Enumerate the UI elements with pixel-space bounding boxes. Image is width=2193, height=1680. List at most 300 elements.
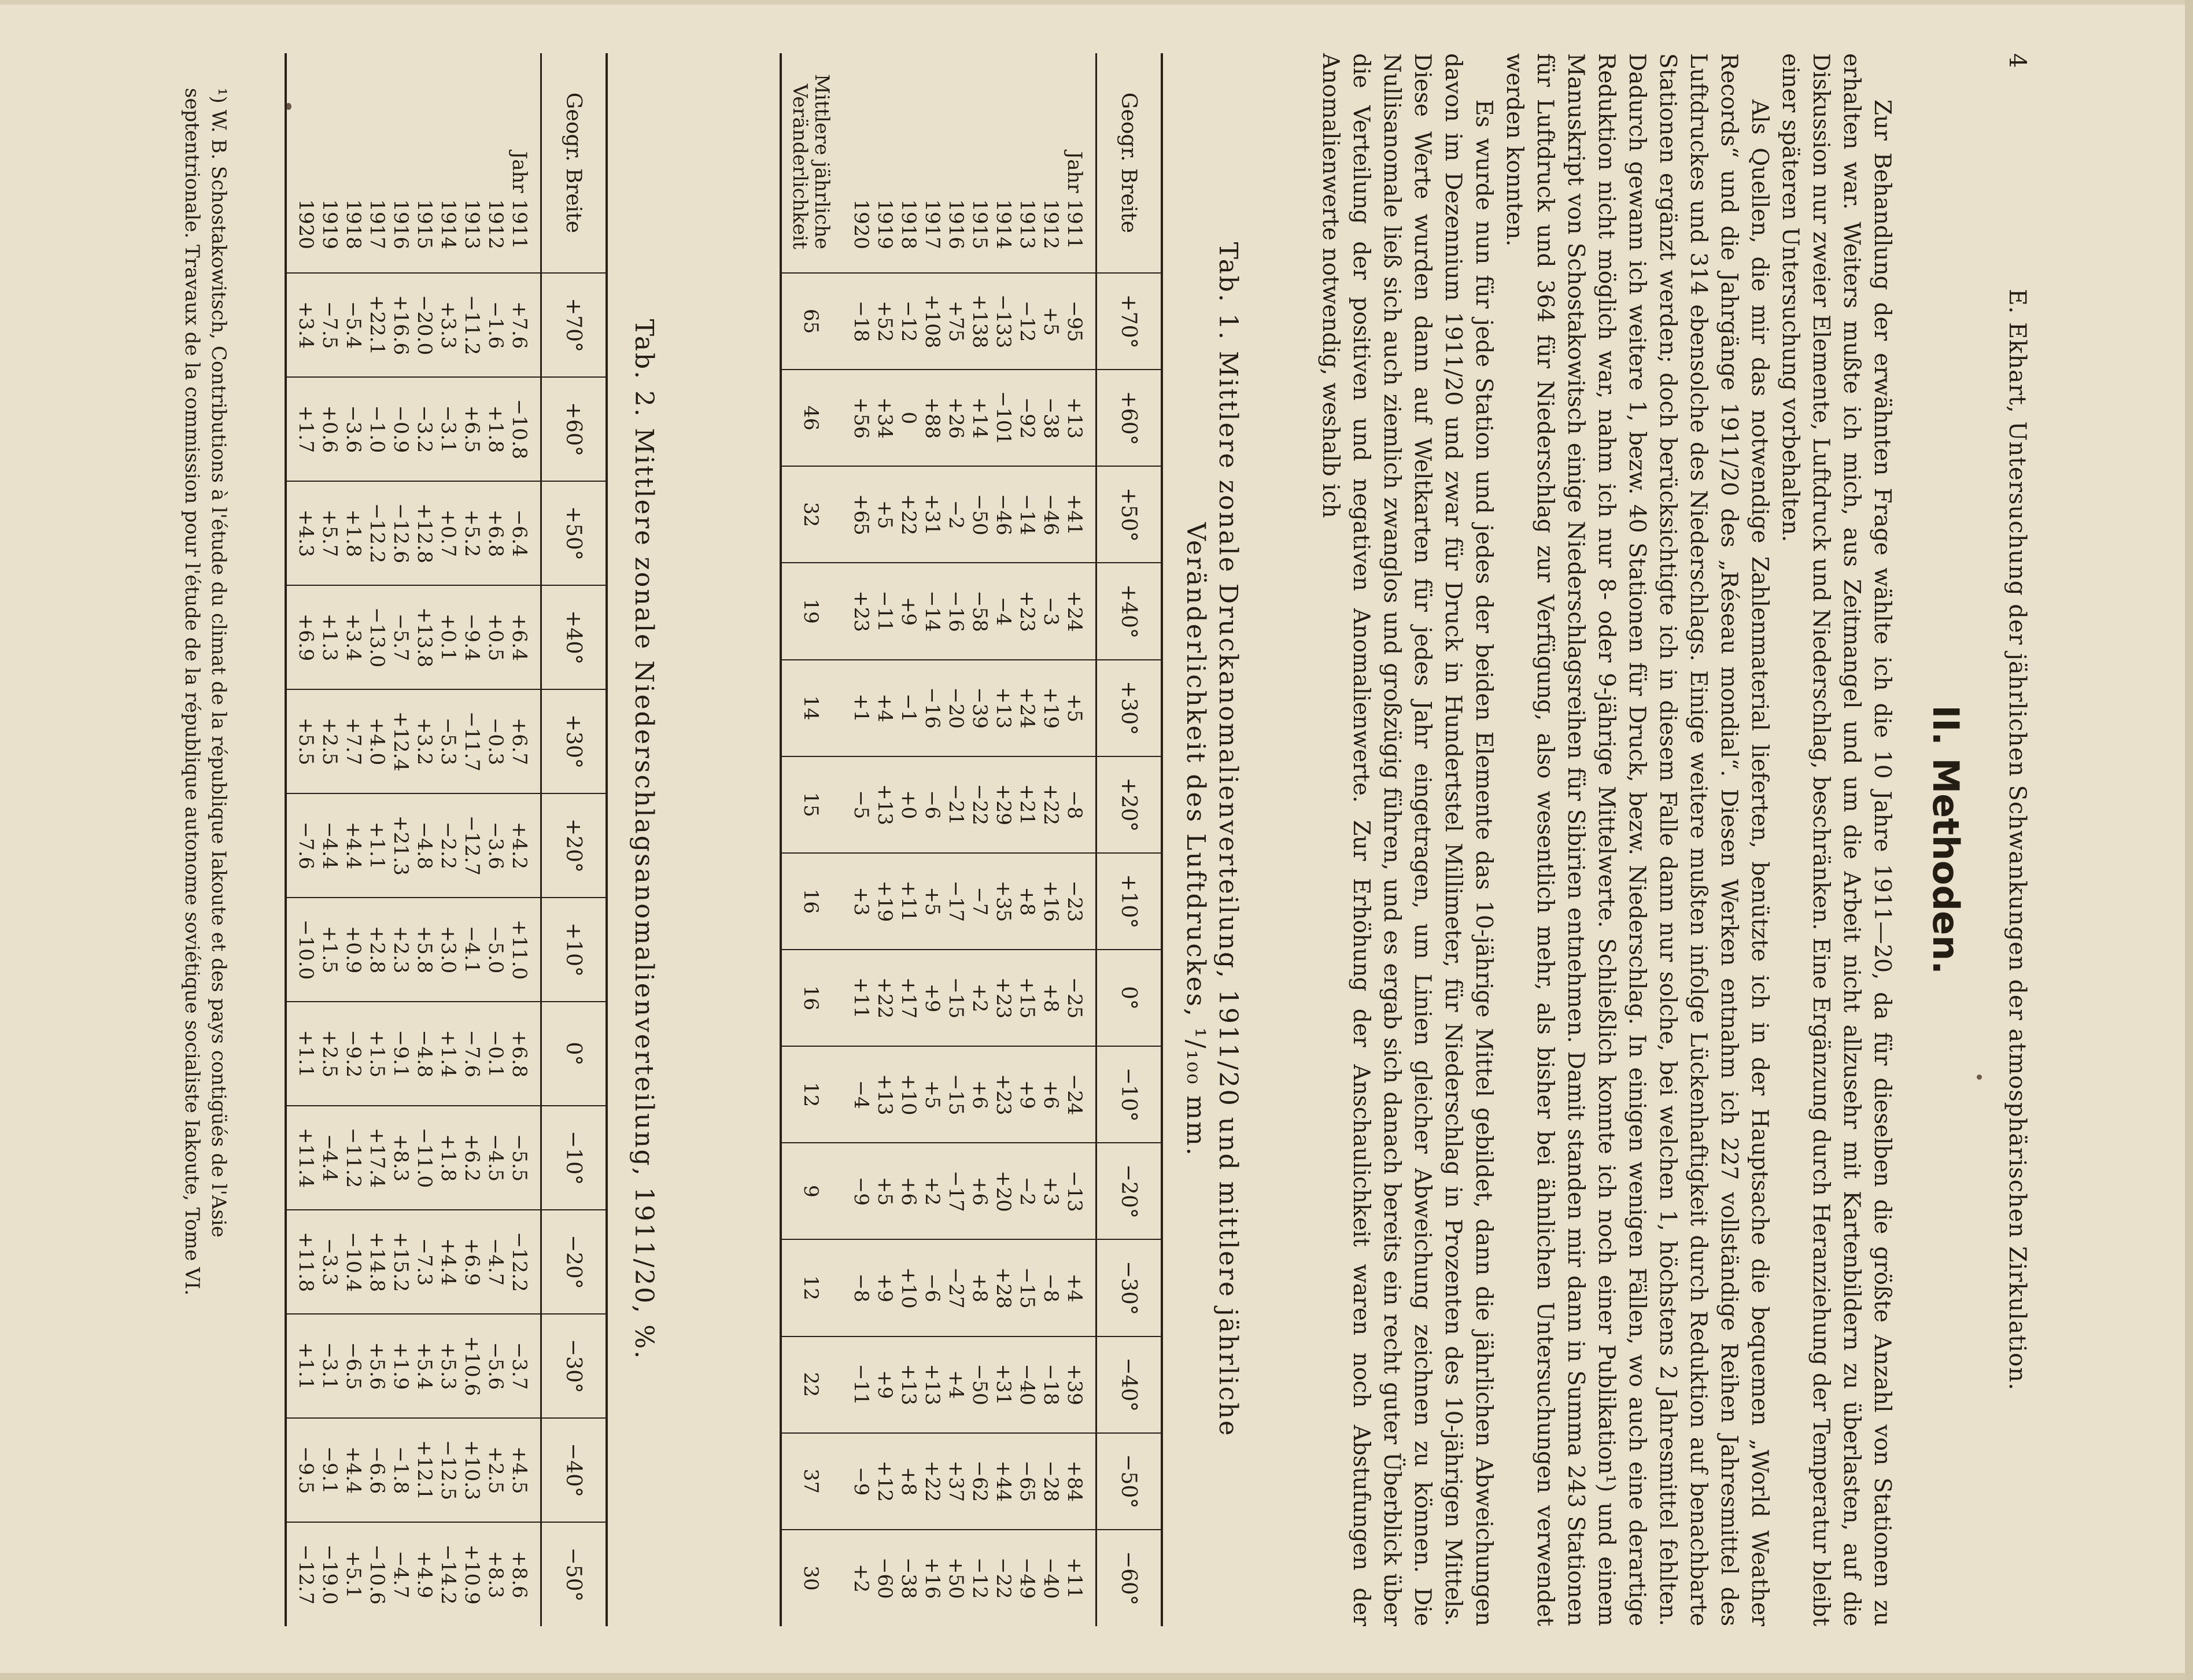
table-cell: −4.5 xyxy=(483,1106,507,1210)
table-cell: +23 xyxy=(1015,563,1039,659)
table-cell: +8 xyxy=(1039,950,1062,1046)
table-cell: 19 xyxy=(781,563,849,659)
table-cell: −3.1 xyxy=(436,377,460,481)
table-cell: −7.5 xyxy=(317,273,341,377)
column-header: −40° xyxy=(541,1418,607,1522)
table-cell: −6 xyxy=(920,1239,944,1336)
table-cell: +2 xyxy=(968,950,991,1046)
table-cell: −24 xyxy=(1062,1046,1096,1143)
row-label: 1919 xyxy=(317,53,341,273)
table-cell: −4 xyxy=(849,1046,873,1143)
table-cell: +23 xyxy=(849,563,873,659)
table-cell: −23 xyxy=(1062,853,1096,950)
row-label: 1920 xyxy=(286,53,317,273)
table-cell: −9.4 xyxy=(460,585,483,689)
table-cell: +6.8 xyxy=(507,1002,541,1106)
table-cell: +0.7 xyxy=(436,481,460,585)
table-cell: +17.4 xyxy=(365,1106,389,1210)
table-cell: −3.3 xyxy=(317,1210,341,1314)
table-cell: −0.9 xyxy=(389,377,412,481)
table-cell: +10.3 xyxy=(460,1418,483,1522)
body-text xyxy=(1315,53,1897,1626)
table-cell: +4 xyxy=(873,660,896,756)
table-cell: −4.7 xyxy=(389,1550,412,1598)
table-cell: +5.4 xyxy=(412,1314,436,1418)
table2-caption xyxy=(627,53,660,1626)
row-label: 1920 xyxy=(849,53,873,273)
table-cell: +1.8 xyxy=(436,1106,460,1210)
table-cell: −3 xyxy=(1039,563,1062,659)
table-cell: −12.5 xyxy=(436,1418,460,1522)
row-label: 1915 xyxy=(968,53,991,273)
table-cell: +1.1 xyxy=(365,793,389,898)
table-cell: +11 xyxy=(1063,1557,1086,1599)
table-cell: 65 xyxy=(781,273,849,370)
table-cell: −15 xyxy=(944,950,968,1046)
column-header: −20° xyxy=(541,1210,607,1314)
table-cell: +9 xyxy=(920,950,944,1046)
table-cell: −101 xyxy=(991,370,1015,466)
table-cell: −16 xyxy=(920,660,944,756)
table-cell: +12 xyxy=(873,1433,896,1530)
table-cell: −14 xyxy=(1015,466,1039,563)
table-cell: +31 xyxy=(991,1336,1015,1433)
table-cell: +2 xyxy=(920,1143,944,1239)
table-row xyxy=(483,53,507,1626)
table-cell: 16 xyxy=(781,950,849,1046)
table-cell: +14.8 xyxy=(365,1210,389,1314)
table-cell: +7.7 xyxy=(341,689,365,793)
table-cell: +10.9 xyxy=(460,1544,483,1605)
column-header: +70° xyxy=(541,273,607,377)
table-cell: −4.8 xyxy=(412,1002,436,1106)
table-cell: −8 xyxy=(849,1239,873,1336)
table-cell: −8 xyxy=(1039,1239,1062,1336)
table-cell: +5 xyxy=(873,1143,896,1239)
table-cell: +14 xyxy=(968,370,991,466)
rotated-page xyxy=(163,53,2030,1626)
table-cell: +10 xyxy=(896,1046,920,1143)
table-cell: −12 xyxy=(968,1557,991,1599)
table-cell: −12 xyxy=(896,273,920,370)
row-label xyxy=(781,53,849,273)
table-cell: +6 xyxy=(1039,1046,1062,1143)
table-cell: +21 xyxy=(1015,756,1039,853)
table-cell: +5 xyxy=(1039,273,1062,370)
table-cell: −12.7 xyxy=(286,1522,317,1626)
table-cell: +5.3 xyxy=(436,1314,460,1418)
table-cell: −11 xyxy=(873,563,896,659)
table-cell: −10.0 xyxy=(286,898,317,1002)
table-cell: +6 xyxy=(968,1143,991,1239)
table-cell: −1.6 xyxy=(483,273,507,377)
table-cell: +5 xyxy=(920,1046,944,1143)
column-header: 0° xyxy=(1096,950,1162,1046)
table-cell: +4 xyxy=(944,1336,968,1433)
table-cell: +22.1 xyxy=(365,273,389,377)
column-header: +30° xyxy=(1096,660,1162,756)
table-cell: +19 xyxy=(1039,660,1062,756)
table-cell: +4.0 xyxy=(365,689,389,793)
table-cell: +9 xyxy=(873,1239,896,1336)
table-cell: +1.4 xyxy=(436,1002,460,1106)
table-cell: −5 xyxy=(849,756,873,853)
table-cell: +75 xyxy=(944,273,968,370)
table-cell: +2.5 xyxy=(317,1002,341,1106)
table-cell: −7 xyxy=(968,853,991,950)
footnote-line: septentrionale. Travaux de la commission pour l'étude de la république autonome soviétique socialiste Iakoute, Tome VI. xyxy=(180,88,204,1296)
table-cell: +22 xyxy=(896,466,920,563)
table-cell: −12.2 xyxy=(365,481,389,585)
table-cell: −3.7 xyxy=(507,1314,541,1418)
table-row xyxy=(849,53,873,1626)
table-cell: −92 xyxy=(1015,370,1039,466)
column-header: +20° xyxy=(1096,756,1162,853)
header-label: Geogr. Breite xyxy=(541,53,607,273)
row-label: 1919 xyxy=(873,53,896,273)
table-cell: −6.6 xyxy=(365,1418,389,1522)
table-cell: +5.6 xyxy=(365,1314,389,1418)
table-cell: −4.1 xyxy=(460,898,483,1002)
table-cell: 15 xyxy=(781,756,849,853)
footnote xyxy=(179,53,232,1626)
table-cell: +138 xyxy=(968,273,991,370)
table-row xyxy=(412,53,436,1626)
row-label: 1914 xyxy=(436,53,460,273)
table-cell: +19 xyxy=(873,853,896,950)
table-cell: +13 xyxy=(896,1336,920,1433)
row-label: Jahr 1911 xyxy=(507,53,541,273)
table-cell: +0.6 xyxy=(317,377,341,481)
column-header: −60° xyxy=(1096,1530,1162,1626)
table-cell: 30 xyxy=(781,1530,849,1626)
table-cell: +2.5 xyxy=(317,689,341,793)
column-header: −30° xyxy=(541,1314,607,1418)
table-cell: +35 xyxy=(991,853,1015,950)
column-header: −50° xyxy=(1096,1433,1162,1530)
table-cell: +15.2 xyxy=(389,1210,412,1314)
table-cell: 9 xyxy=(781,1143,849,1239)
table-cell: −9.2 xyxy=(341,1002,365,1106)
table-cell: 46 xyxy=(781,370,849,466)
table-cell: −22 xyxy=(968,756,991,853)
table-cell: −5.0 xyxy=(483,898,507,1002)
table-row xyxy=(436,53,460,1626)
table-cell: −50 xyxy=(968,1336,991,1433)
table-cell: +8 xyxy=(896,1433,920,1530)
row-label: 1912 xyxy=(483,53,507,273)
table-cell: +1.1 xyxy=(286,1002,317,1106)
table-cell: +11 xyxy=(849,950,873,1046)
table-cell: +3.3 xyxy=(436,273,460,377)
column-header: +50° xyxy=(1096,466,1162,563)
table-cell: +0.5 xyxy=(483,585,507,689)
table-cell: +31 xyxy=(920,466,944,563)
table-cell: −58 xyxy=(968,563,991,659)
table-cell: +1.1 xyxy=(286,1314,317,1418)
table-cell: −38 xyxy=(897,1557,920,1599)
paragraph: Zur Behandlung der erwähnten Frage wählte ich die 10 Jahre 1911—20, da für dieselben die größte Anzahl von Stationen zu erhalten war. Weiters mußte ich mich, aus Zeitmangel und um die Arbeit nicht allzusehr mit Kartenbildern zu überlasten, auf die Diskussion nur zweier Elemente, Luftdruck und Niederschlag, beschränken. Eine Ergänzung durch Heranziehung der Temperatur bleibt einer späteren Untersuchung vorbehalten. xyxy=(1777,53,1895,1626)
table-cell: +4.9 xyxy=(413,1550,436,1598)
scan-edge xyxy=(0,1673,2193,1680)
column-header: +30° xyxy=(541,689,607,793)
page-number: 4 xyxy=(2004,53,2030,68)
table-cell: −20 xyxy=(944,660,968,756)
table-cell: +6.9 xyxy=(460,1210,483,1314)
table-cell: +13 xyxy=(873,756,896,853)
column-header: −30° xyxy=(1096,1239,1162,1336)
table-cell: +65 xyxy=(849,466,873,563)
table-cell: −2 xyxy=(944,466,968,563)
running-head xyxy=(1996,53,2030,1626)
table-cell: −50 xyxy=(968,466,991,563)
table-cell: +15 xyxy=(1015,950,1039,1046)
table-cell: +0 xyxy=(896,756,920,853)
table-cell: −40 xyxy=(1039,1557,1062,1599)
table-header-row xyxy=(541,53,607,1626)
table-cell: +24 xyxy=(1015,660,1039,756)
table-cell: +13.8 xyxy=(412,585,436,689)
table-cell: +8.3 xyxy=(389,1106,412,1210)
table-cell: −3.1 xyxy=(317,1314,341,1418)
table-cell: +1 xyxy=(849,660,873,756)
table-cell: −11.2 xyxy=(341,1106,365,1210)
table-cell: +3 xyxy=(849,853,873,950)
table-cell: −7.3 xyxy=(412,1210,436,1314)
table-row xyxy=(286,53,317,1626)
table-cell: −21 xyxy=(944,756,968,853)
table-cell: +39 xyxy=(1062,1336,1096,1433)
header-label: Geogr. Breite xyxy=(1096,53,1162,273)
table-cell: +50 xyxy=(944,1557,968,1599)
column-header: +40° xyxy=(1096,563,1162,659)
table-cell: +0.1 xyxy=(436,585,460,689)
table-cell: +108 xyxy=(920,273,944,370)
table-cell: +4.4 xyxy=(341,793,365,898)
table-cell: +11 xyxy=(896,853,920,950)
table-cell: −20.0 xyxy=(412,273,436,377)
table-cell: 12 xyxy=(781,1046,849,1143)
table-cell: −4.4 xyxy=(317,793,341,898)
table-cell: −15 xyxy=(1015,1239,1039,1336)
table-cell: −12.7 xyxy=(460,793,483,898)
table-cell: −9.1 xyxy=(317,1418,341,1522)
precipitation-anomaly-table xyxy=(285,53,608,1626)
column-header: −10° xyxy=(1096,1046,1162,1143)
column-header: +70° xyxy=(1096,273,1162,370)
variability-row xyxy=(781,53,849,1626)
table-row xyxy=(968,53,991,1626)
row-label-line: Veränderlichkeit xyxy=(788,83,811,249)
table-cell: −40 xyxy=(1015,1336,1039,1433)
table-cell: −3.6 xyxy=(483,793,507,898)
table-row xyxy=(896,53,920,1626)
table-cell: −7.6 xyxy=(460,1002,483,1106)
row-label: 1916 xyxy=(389,53,412,273)
table-cell: +41 xyxy=(1062,466,1096,563)
row-label: 1914 xyxy=(991,53,1015,273)
table-cell: −25 xyxy=(1062,950,1096,1046)
table-cell: −11 xyxy=(849,1336,873,1433)
table-cell: −60 xyxy=(873,1557,896,1599)
table-cell: +26 xyxy=(944,370,968,466)
table-cell: +3.0 xyxy=(436,898,460,1002)
table-cell: +29 xyxy=(991,756,1015,853)
table-cell: −0.3 xyxy=(483,689,507,793)
table-cell: 22 xyxy=(781,1336,849,1433)
table-cell: −14.2 xyxy=(437,1544,460,1605)
table-cell: −14 xyxy=(920,563,944,659)
table-cell: −95 xyxy=(1062,273,1096,370)
table-cell: +28 xyxy=(991,1239,1015,1336)
table-cell: −12.2 xyxy=(507,1210,541,1314)
column-header: −50° xyxy=(541,1522,607,1626)
table-cell: −3.6 xyxy=(341,377,365,481)
table-cell: +84 xyxy=(1062,1433,1096,1530)
table-cell: +5.8 xyxy=(412,898,436,1002)
table-cell: −11.7 xyxy=(460,689,483,793)
table-cell: −17 xyxy=(944,1143,968,1239)
table-cell: +4.4 xyxy=(341,1418,365,1522)
table-cell: −18 xyxy=(849,273,873,370)
table-cell: +3 xyxy=(1039,1143,1062,1239)
running-head-text: E. Ekhart, Untersuchung der jährlichen Schwankungen der atmosphärischen Zirkulation. xyxy=(2004,289,2030,1391)
table-cell: +12.8 xyxy=(412,481,436,585)
table-cell: +6.9 xyxy=(286,585,317,689)
table-cell: −5.4 xyxy=(341,273,365,377)
row-label: 1918 xyxy=(341,53,365,273)
table-cell: −10.8 xyxy=(507,377,541,481)
table-cell: −2.2 xyxy=(436,793,460,898)
table-cell: −1.0 xyxy=(365,377,389,481)
table-cell: +3.4 xyxy=(286,273,317,377)
table-cell: 14 xyxy=(781,660,849,756)
table-cell: +0.9 xyxy=(341,898,365,1002)
table-cell: 0 xyxy=(896,370,920,466)
table2-caption-line: Tab. 2. Mittlere zonale Niederschlagsanomalienverteilung, 1911/20, %. xyxy=(629,319,659,1361)
table-cell: +5 xyxy=(1062,660,1096,756)
row-label: 1917 xyxy=(920,53,944,273)
table-row xyxy=(460,53,483,1626)
table-cell: −12.6 xyxy=(389,481,412,585)
table-cell: +10 xyxy=(896,1239,920,1336)
table-cell: +34 xyxy=(873,370,896,466)
table-cell: +12.4 xyxy=(389,689,412,793)
table-row xyxy=(365,53,389,1626)
table-cell: −5.6 xyxy=(483,1314,507,1418)
table-cell: +2 xyxy=(850,1563,873,1593)
table-cell: +8.3 xyxy=(484,1550,507,1598)
table-cell: −10.6 xyxy=(366,1544,389,1605)
footnote-line: ¹) W. B. Schostakowitsch, Contributions à l'étude du climat de la république Iakoute et des pays contigüés de l'Asie xyxy=(207,88,230,1238)
table-cell: +1.9 xyxy=(389,1314,412,1418)
table-body xyxy=(286,53,541,1626)
table-cell: +5 xyxy=(920,853,944,950)
row-label: 1917 xyxy=(365,53,389,273)
table-cell: −7.6 xyxy=(286,793,317,898)
table-cell: −2 xyxy=(1015,1143,1039,1239)
table-cell: 16 xyxy=(781,853,849,950)
table-cell: +21.3 xyxy=(389,793,412,898)
table1-caption-line: Tab. 1. Mittlere zonale Druckanomalienverteilung, 1911/20 und mittlere jährliche xyxy=(1213,242,1243,1438)
table1-caption-line: Veränderlichkeit des Luftdruckes, ¹/₁₀₀ mm. xyxy=(1181,522,1210,1157)
table-cell: +13 xyxy=(1062,370,1096,466)
scan-edge xyxy=(2185,0,2193,1680)
scan-edge xyxy=(0,0,2193,5)
table-cell: +16.6 xyxy=(389,273,412,377)
table-cell: +4.4 xyxy=(436,1210,460,1314)
table-body xyxy=(781,53,1096,1626)
table-cell: +5 xyxy=(873,466,896,563)
table-cell: +5.1 xyxy=(342,1550,365,1598)
table-cell: 32 xyxy=(781,466,849,563)
table-cell: +4 xyxy=(1062,1239,1096,1336)
table-cell: +52 xyxy=(873,273,896,370)
table-cell: −13.0 xyxy=(365,585,389,689)
column-header: 0° xyxy=(541,1002,607,1106)
table-cell: −9.1 xyxy=(389,1002,412,1106)
table-cell: +5.5 xyxy=(286,689,317,793)
table-cell: −1.8 xyxy=(389,1418,412,1522)
table-cell: −13 xyxy=(1062,1143,1096,1239)
table-cell: +37 xyxy=(944,1433,968,1530)
table-cell: −9 xyxy=(849,1143,873,1239)
table-row xyxy=(341,53,365,1626)
table-cell: +22 xyxy=(873,950,896,1046)
table-cell: +4.3 xyxy=(286,481,317,585)
table-header-row xyxy=(1096,53,1162,1626)
table-cell: −133 xyxy=(991,273,1015,370)
table-cell: −4.7 xyxy=(483,1210,507,1314)
table-cell: +9 xyxy=(873,1336,896,1433)
table-cell: −6 xyxy=(920,756,944,853)
row-label: 1913 xyxy=(1015,53,1039,273)
row-label: Jahr 1911 xyxy=(1062,53,1096,273)
table-cell: −12 xyxy=(1015,273,1039,370)
row-label: 1913 xyxy=(460,53,483,273)
table-row xyxy=(1039,53,1062,1626)
table-cell: +23 xyxy=(991,950,1015,1046)
table-cell: −15 xyxy=(944,1046,968,1143)
table-cell: +13 xyxy=(920,1336,944,1433)
row-label-line: Mittlere jährliche xyxy=(810,74,833,249)
table-cell: −5.5 xyxy=(507,1106,541,1210)
table-cell: +17 xyxy=(896,950,920,1046)
table-cell: −27 xyxy=(944,1239,968,1336)
table-cell: +22 xyxy=(920,1433,944,1530)
table-cell: +1.5 xyxy=(365,1002,389,1106)
table-cell: +1.5 xyxy=(317,898,341,1002)
table-cell: −1 xyxy=(896,660,920,756)
table-cell: +6 xyxy=(896,1143,920,1239)
table-cell: +56 xyxy=(849,370,873,466)
table-cell: +2.8 xyxy=(365,898,389,1002)
column-header: +60° xyxy=(541,377,607,481)
table-cell: −38 xyxy=(1039,370,1062,466)
table-cell: −19.0 xyxy=(318,1544,341,1605)
table-cell: +4.2 xyxy=(507,793,541,898)
table-cell: +3.4 xyxy=(341,585,365,689)
column-header: +10° xyxy=(1096,853,1162,950)
table-cell: +1.7 xyxy=(286,377,317,481)
table-row xyxy=(1062,53,1096,1626)
table-cell: +13 xyxy=(991,660,1015,756)
table-cell: +2.5 xyxy=(483,1418,507,1522)
table-cell: +88 xyxy=(920,370,944,466)
table-cell: +23 xyxy=(991,1046,1015,1143)
row-label: 1915 xyxy=(412,53,436,273)
table-cell: +7.6 xyxy=(507,273,541,377)
